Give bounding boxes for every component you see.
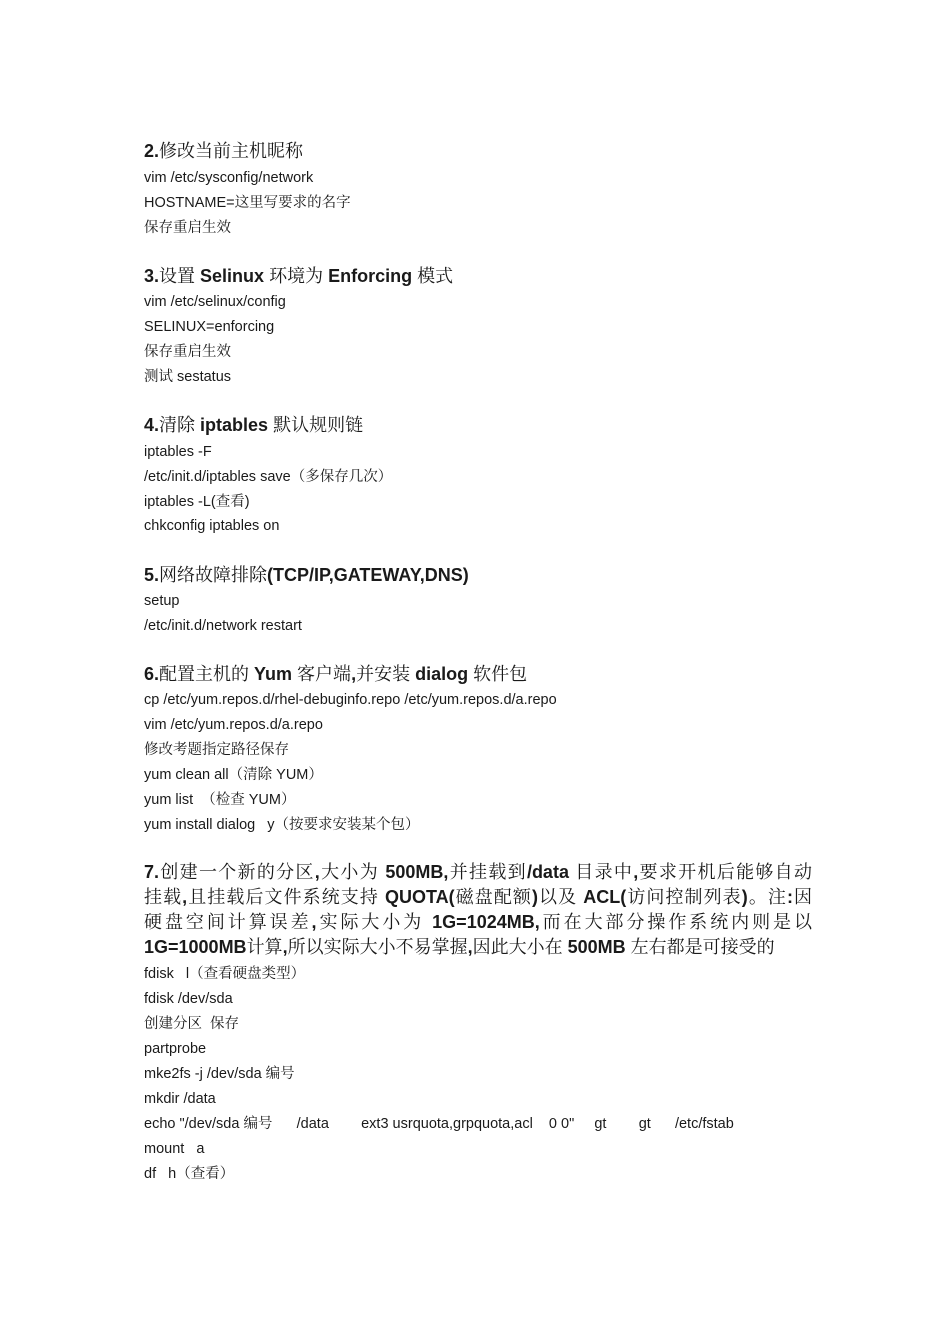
section-2-line: vim /etc/sysconfig/network [144, 170, 314, 186]
section-3-line: vim /etc/selinux/config [144, 294, 286, 310]
section-7-heading [144, 860, 812, 960]
section-7-heading-line: 7.创建一个新的分区,大小为 500MB,并挂载到/data 目录中,要求开机后能够自动 [144, 862, 812, 882]
section-4-line: iptables -L(查看) [144, 494, 250, 510]
section-6-line: cp /etc/yum.repos.d/rhel-debuginfo.repo /etc/yum.repos.d/a.repo [144, 692, 557, 708]
section-6-line: 修改考题指定路径保存 [144, 742, 289, 758]
section-3-line: 保存重启生效 [144, 344, 231, 360]
section-7-line: mkdir /data [144, 1091, 216, 1107]
section-4-line: iptables -F [144, 444, 212, 460]
section-3-line: SELINUX=enforcing [144, 319, 275, 335]
section-6-line: yum install dialog y（按要求安装某个包） [144, 817, 420, 833]
section-7-line: echo "/dev/sda 编号 /data ext3 usrquota,grpquota,acl 0 0" gt gt /etc/fstab [144, 1116, 734, 1132]
section-2-line: HOSTNAME=这里写要求的名字 [144, 195, 351, 211]
section-3-heading: 3.设置 Selinux 环境为 Enforcing 模式 [144, 266, 454, 286]
section-6-line: yum list （检查 YUM） [144, 792, 296, 808]
section-7-line: fdisk l（查看硬盘类型） [144, 966, 306, 982]
section-7-line: 创建分区 保存 [144, 1016, 240, 1032]
section-7-heading-line: 硬盘空间计算误差,实际大小为 1G=1024MB,而在大部分操作系统内则是以 [144, 912, 812, 932]
section-7-line: fdisk /dev/sda [144, 991, 233, 1007]
section-4-line: /etc/init.d/iptables save（多保存几次） [144, 469, 393, 485]
section-7-line: mke2fs -j /dev/sda 编号 [144, 1066, 295, 1082]
section-2-heading: 2.修改当前主机昵称 [144, 141, 304, 161]
section-6-line: yum clean all（清除 YUM） [144, 767, 323, 783]
section-7-heading-line: 挂载,且挂载后文件系统支持 QUOTA(磁盘配额)以及 ACL(访问控制列表)。注:因 [144, 887, 813, 907]
section-6-heading: 6.配置主机的 Yum 客户端,并安装 dialog 软件包 [144, 664, 528, 684]
section-7-heading-line: 1G=1000MB计算,所以实际大小不易掌握,因此大小在 500MB 左右都是可接受的 [144, 937, 775, 957]
section-3-line: 测试 sestatus [144, 369, 232, 385]
section-7-line: df h（查看） [144, 1166, 235, 1182]
section-6-line: vim /etc/yum.repos.d/a.repo [144, 717, 323, 733]
section-4-line: chkconfig iptables on [144, 518, 280, 534]
section-4-heading: 4.清除 iptables 默认规则链 [144, 415, 364, 435]
section-7-line: mount a [144, 1141, 205, 1157]
section-5-heading: 5.网络故障排除(TCP/IP,GATEWAY,DNS) [144, 565, 469, 585]
section-2-line: 保存重启生效 [144, 220, 231, 236]
section-7-line: partprobe [144, 1041, 207, 1057]
section-5-line: setup [144, 593, 180, 609]
section-5-line: /etc/init.d/network restart [144, 618, 302, 634]
